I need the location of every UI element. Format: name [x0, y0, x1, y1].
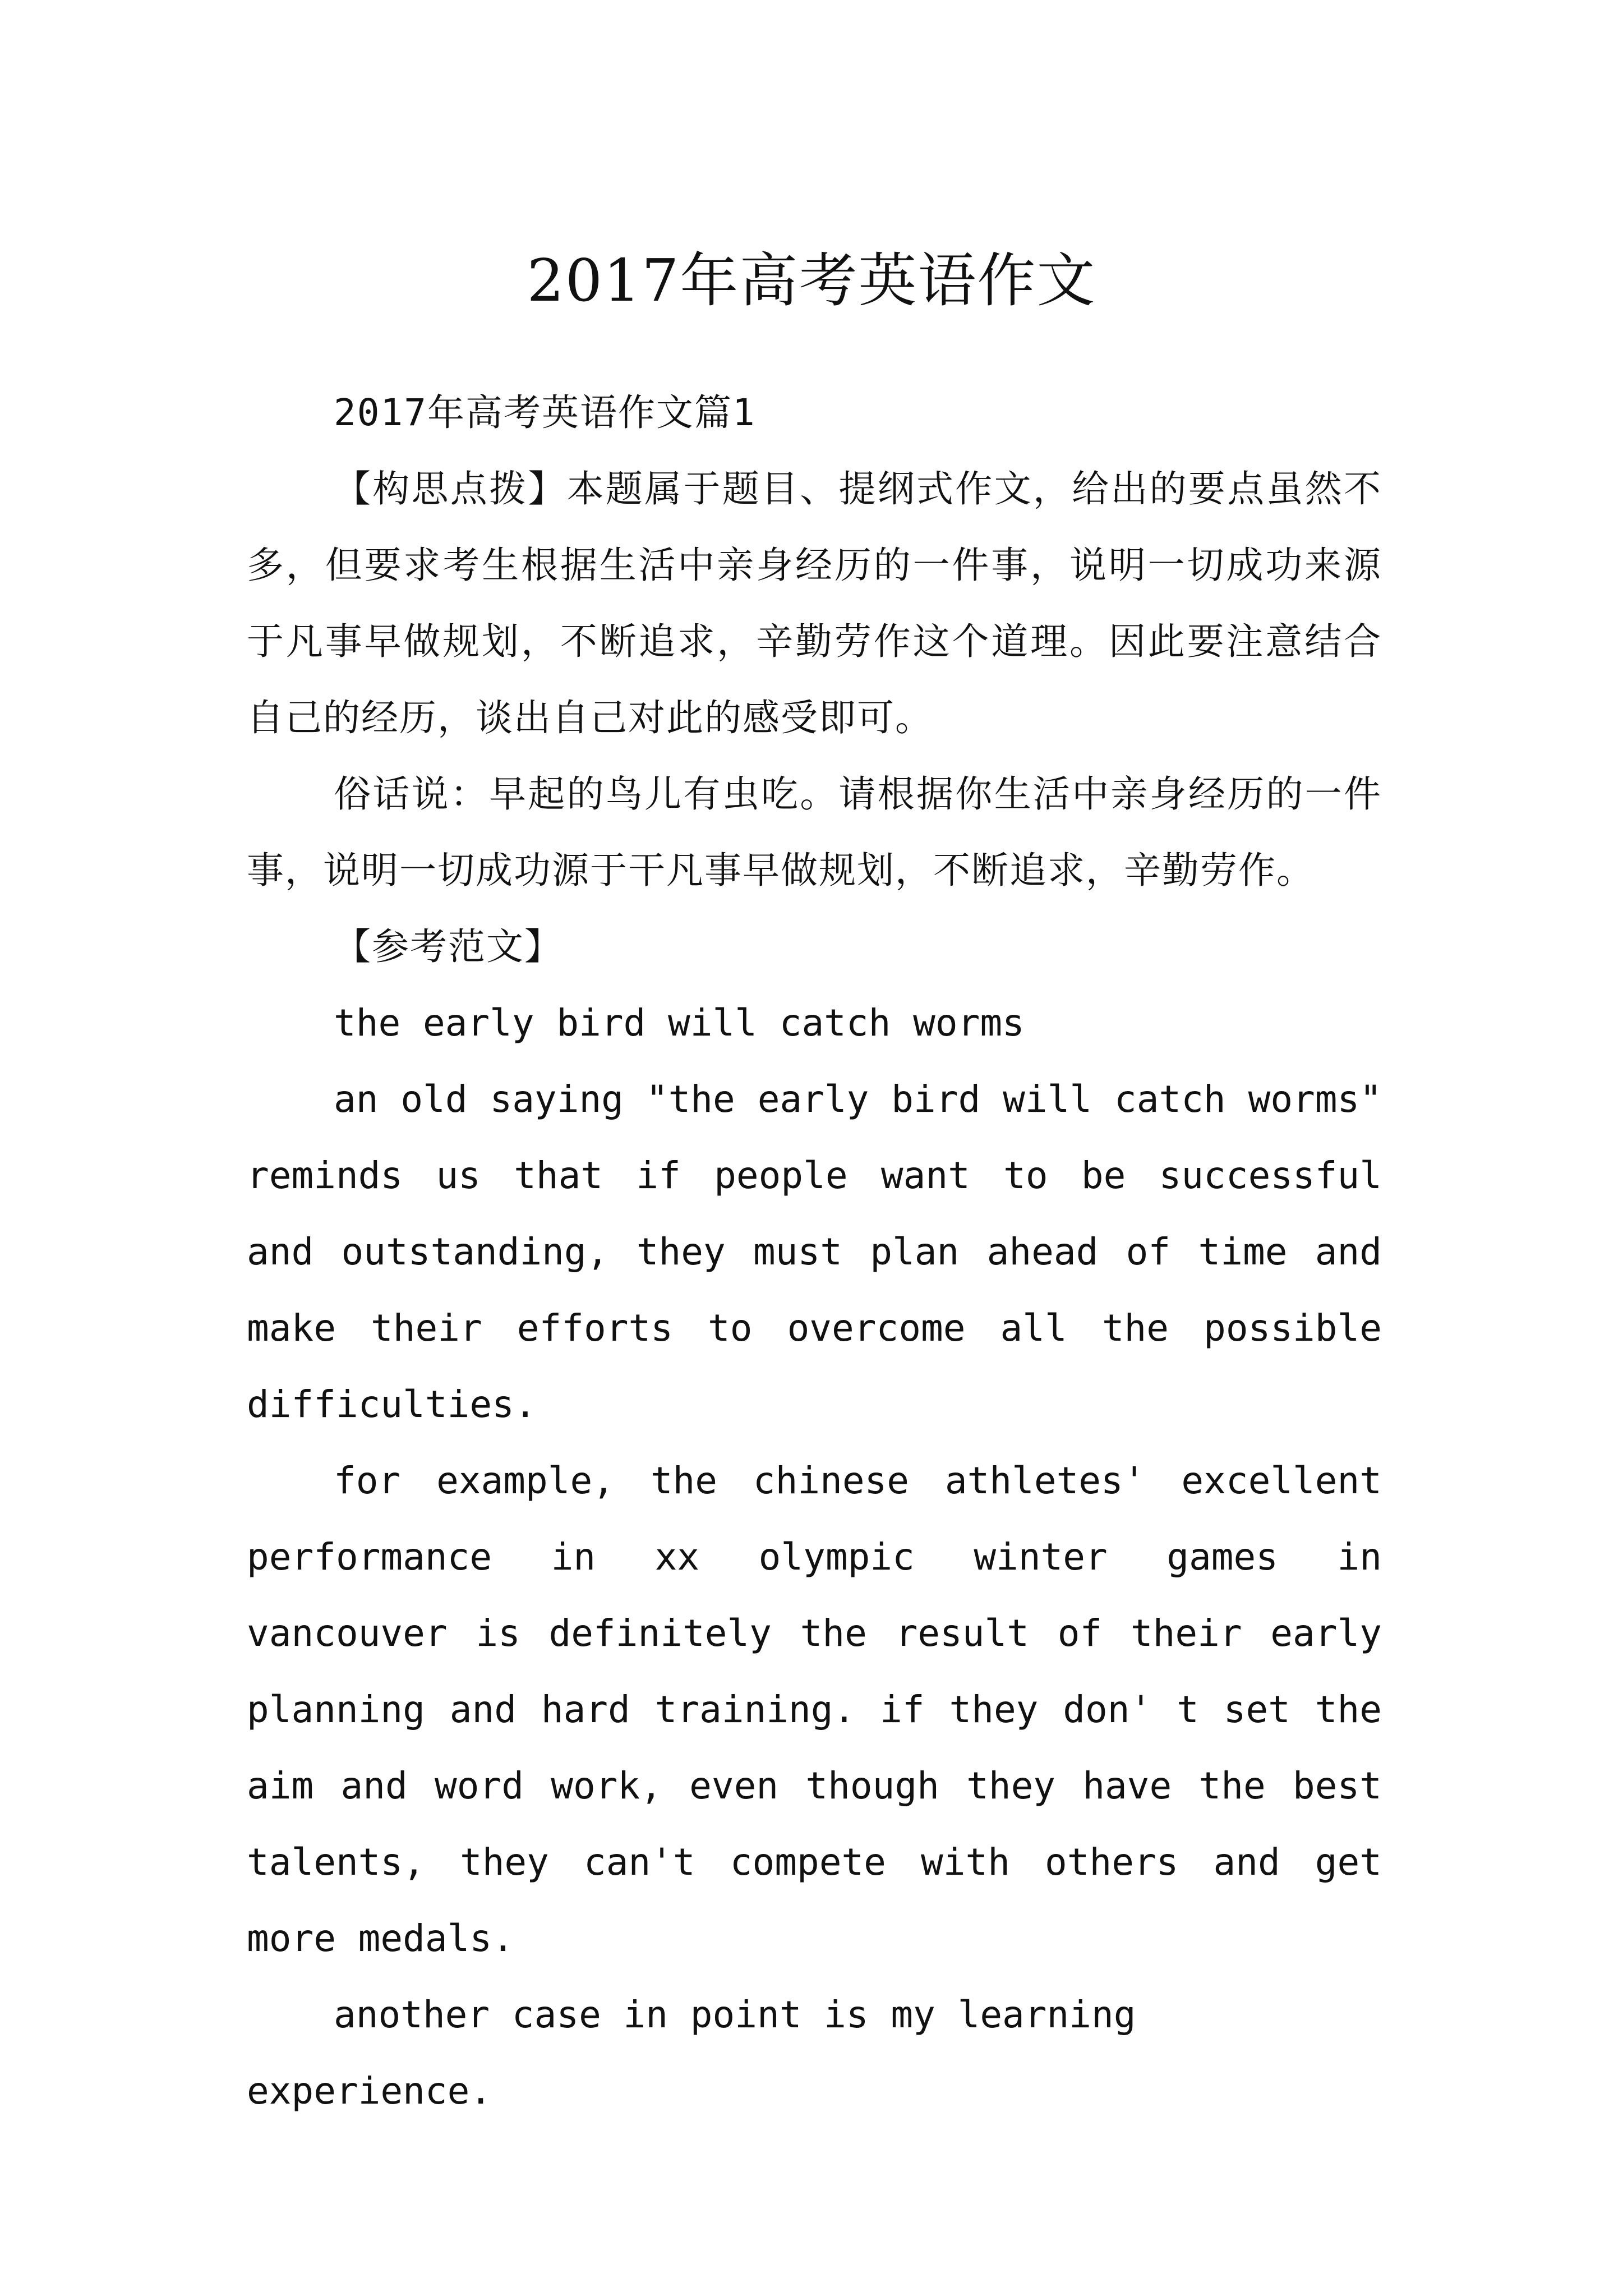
essay-paragraph-3: another case in point is my learning experience. [247, 1993, 1136, 2113]
essay-paragraph-2: for example, the chinese athletes' excellent performance in xx olympic winter games in vancouver is definitely the result of their early planning and hard training. if they don' t set the aim and word work, even though they have the best talents, they can't compete with others and get more medals. [247, 1459, 1382, 1960]
document-title: 2017年高考英语作文 [527, 246, 1096, 315]
sample-essay-heading: 【参考范文】 [334, 925, 562, 968]
document-body [247, 375, 1382, 2129]
section-heading: 2017年高考英语作文篇1 [334, 391, 756, 434]
essay-paragraph-1: an old saying "the early bird will catch worms" reminds us that if people want to be successful and outstanding, they must plan ahead of time and make their efforts to overcome all the possible difficulties. [247, 1078, 1382, 1426]
paragraph-tips: 【构思点拨】本题属于题目、提纲式作文，给出的要点虽然不多，但要求考生根据生活中亲身经历的一件事，说明一切成功来源于凡事早做规划，不断追求，辛勤劳作这个道理。因此要注意结合自己的经历，谈出自己对此的感受即可。 [247, 467, 1382, 739]
essay-title: the early bird will catch worms [334, 1001, 1025, 1045]
paragraph-prompt: 俗话说：早起的鸟儿有虫吃。请根据你生活中亲身经历的一件事，说明一切成功源于干凡事早做规划，不断追求，辛勤劳作。 [247, 772, 1382, 892]
